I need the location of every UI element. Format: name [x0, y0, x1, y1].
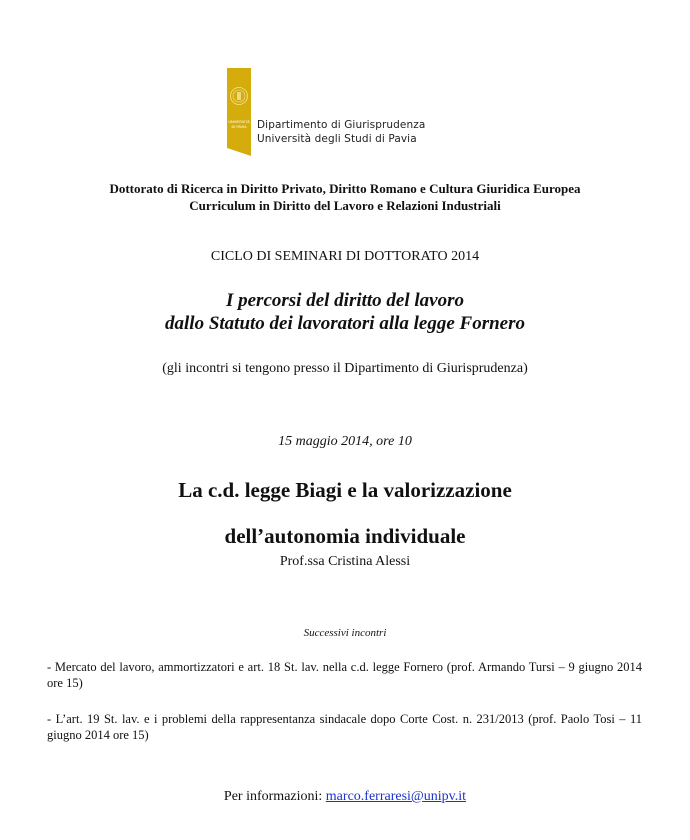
department-name: Dipartimento di Giurisprudenza — [257, 119, 426, 131]
logo-banner-shape — [227, 68, 251, 156]
university-name: Università degli Studi di Pavia — [257, 133, 417, 145]
series-title — [0, 289, 690, 335]
seminar-title — [0, 467, 690, 559]
doctorate-title: Dottorato di Ricerca in Diritto Privato, Diritto Romano e Cultura Giuridica Europea — [109, 181, 581, 196]
seminar-title-line1: La c.d. legge Biagi e la valorizzazione — [178, 478, 512, 502]
seminar-speaker: Prof.ssa Cristina Alessi — [279, 554, 411, 569]
series-label: CICLO DI SEMINARI DI DOTTORATO 2014 — [210, 249, 480, 264]
series-title-line2: dallo Statuto dei lavoratori alla legge Fornero — [165, 313, 525, 334]
location-note: (gli incontri si tengono presso il Dipartimento di Giurisprudenza) — [162, 361, 528, 376]
contact-info — [0, 789, 690, 805]
next-meeting-item: - L’art. 19 St. lav. e i problemi della rappresentanza sindacale dopo Corte Cost. n. 231/2013 (prof. Paolo Tosi – 11 giugno 2014 ore 15) — [47, 712, 642, 742]
next-meeting-item: - Mercato del lavoro, ammortizzatori e art. 18 St. lav. nella c.d. legge Fornero (prof. Armando Tursi – 9 giugno 2014 ore 15) — [47, 660, 642, 690]
doctorate-heading — [0, 180, 690, 214]
department-block — [257, 118, 425, 146]
logo-label-line2: DI PAVIA — [231, 125, 247, 129]
doctorate-curriculum: Curriculum in Diritto del Lavoro e Relazioni Industriali — [189, 198, 501, 213]
university-seal-icon — [227, 68, 251, 156]
logo-label-line1: UNIVERSITÀ — [228, 120, 250, 124]
series-title-line1: I percorsi del diritto del lavoro — [225, 290, 464, 311]
next-meetings-heading: Successivi incontri — [303, 627, 387, 639]
seminar-title-line2: dell’autonomia individuale — [224, 524, 466, 548]
seminar-date: 15 maggio 2014, ore 10 — [278, 434, 412, 449]
contact-email-link[interactable]: marco.ferraresi@unipv.it — [325, 789, 467, 804]
contact-label: Per informazioni: — [223, 789, 323, 804]
